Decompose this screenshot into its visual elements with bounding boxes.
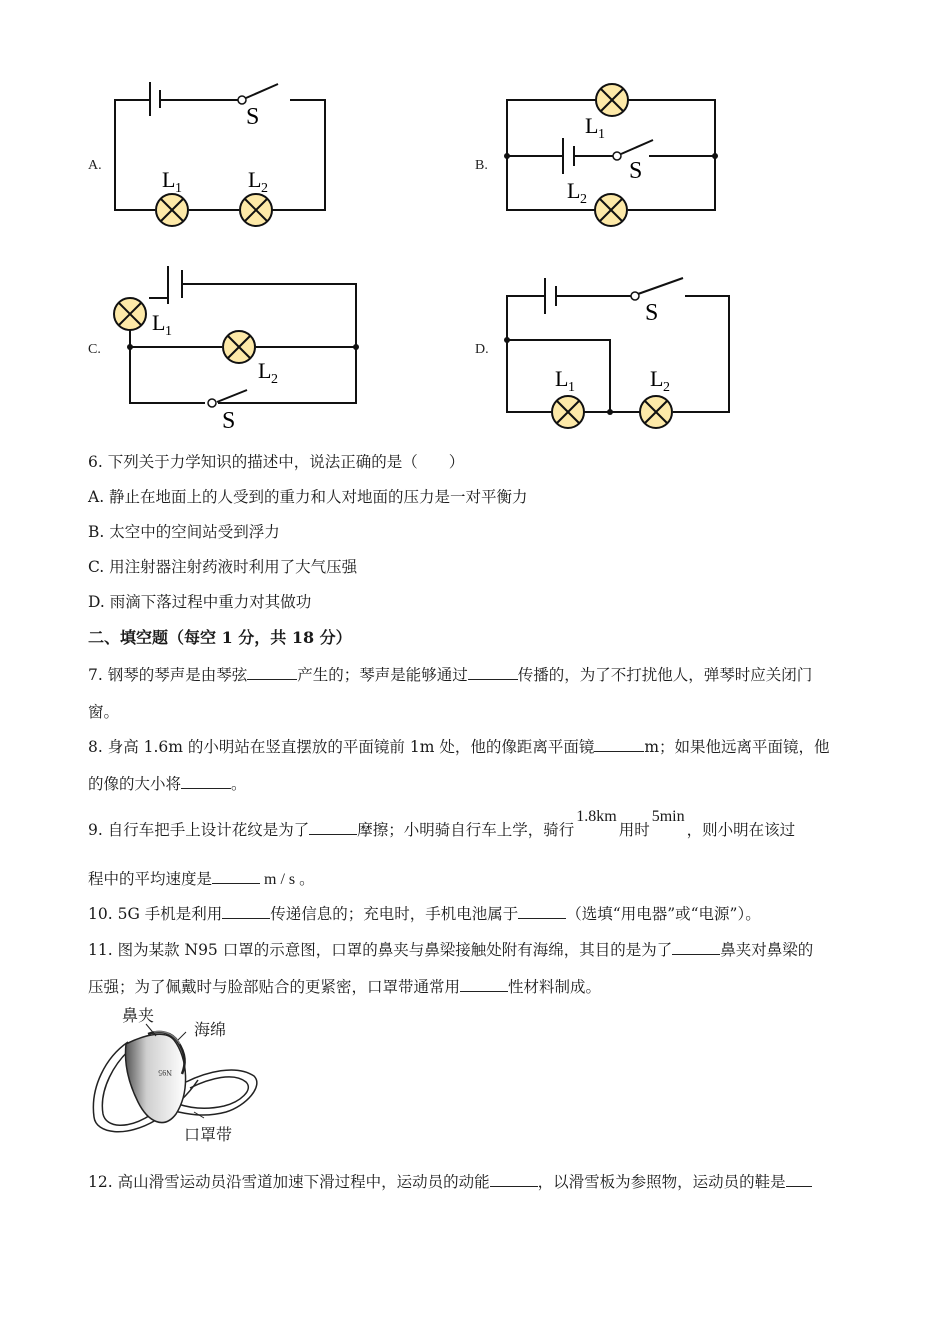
q8-blank-2[interactable] [181, 774, 231, 789]
mask-print: N95 [158, 1068, 172, 1077]
q8-blank-1[interactable] [594, 737, 644, 752]
q12-line: 12. 高山滑雪运动员沿雪道加速下滑过程中，运动员的动能 ，以滑雪板为参照物，运动员的鞋是 [88, 1170, 812, 1192]
lamp1-subscript: 1 [165, 324, 172, 339]
q9-time: 5min [651, 808, 685, 825]
circuit-diagram-b [495, 78, 735, 228]
lamp-l1 [156, 194, 188, 226]
q7-line2: 窗。 [88, 703, 120, 721]
lamp2-subscript: 2 [663, 380, 670, 395]
n95-mask-illustration [86, 1002, 266, 1147]
label-strap: 口罩带 [184, 1125, 233, 1144]
q7-blank-2[interactable] [468, 665, 518, 680]
lamp2-subscript: 2 [261, 181, 268, 196]
option-d-label: D. [475, 342, 489, 357]
lamp1-label: L [585, 113, 599, 138]
q9-blank-2[interactable] [212, 869, 260, 884]
lamp-l2 [223, 331, 255, 363]
q6-option-a: A. 静止在地面上的人受到的重力和人对地面的压力是一对平衡力 [88, 488, 528, 506]
lamp-l2 [640, 396, 672, 428]
circuit-diagram-c [100, 258, 370, 438]
option-a-label: A. [88, 158, 102, 173]
q9-unit: m / s [264, 871, 296, 888]
q8-line1: 8. 身高 1.6m 的小明站在竖直摆放的平面镜前 1m 处，他的像距离平面镜 m；如果他远离平面镜，他 [88, 738, 830, 756]
option-c-label: C. [88, 342, 101, 357]
lamp1-label: L [152, 310, 166, 335]
q11-line1: 11. 图为某款 N95 口罩的示意图，口罩的鼻夹与鼻梁接触处附有海绵，其目的是为了 鼻夹对鼻梁的 [88, 941, 814, 959]
lamp1-label: L [162, 167, 176, 192]
q8-line2: 的像的大小将 。 [88, 775, 247, 793]
q11-line2: 压强；为了佩戴时与脸部贴合的更紧密，口罩带通常用 性材料制成。 [88, 978, 602, 996]
q9-blank-1[interactable] [309, 820, 357, 835]
lamp2-label: L [248, 167, 262, 192]
switch-label: S [629, 158, 643, 184]
lamp1-subscript: 1 [175, 181, 182, 196]
lamp2-label: L [650, 366, 664, 391]
lamp-l1 [114, 298, 146, 330]
q6-option-d: D. 雨滴下落过程中重力对其做功 [88, 593, 312, 611]
lamp2-label: L [258, 358, 272, 383]
q9-distance: 1.8km [576, 808, 617, 825]
lamp2-subscript: 2 [580, 192, 587, 207]
q7-line1: 7. 钢琴的琴声是由琴弦 产生的；琴声是能够通过 传播的，为了不打扰他人，弹琴时应关闭门 [88, 666, 813, 684]
q9-line2: 程中的平均速度是 m / s 。 [88, 870, 315, 888]
q11-blank-2[interactable] [460, 977, 508, 992]
lamp-l2 [595, 194, 627, 226]
lamp1-subscript: 1 [598, 127, 605, 142]
lamp1-subscript: 1 [568, 380, 575, 395]
switch-label: S [645, 300, 659, 326]
lamp-l1 [552, 396, 584, 428]
circuit-diagram-a [100, 70, 340, 230]
lamp-l2 [240, 194, 272, 226]
lamp1-label: L [555, 366, 569, 391]
lamp-l1 [596, 84, 628, 116]
q10-blank-1[interactable] [222, 904, 270, 919]
circuit-diagram-d [495, 268, 745, 438]
q12-blank-1[interactable] [490, 1172, 538, 1187]
q6-stem: 6. 下列关于力学知识的描述中，说法正确的是（ ） [88, 453, 465, 471]
lamp2-label: L [567, 178, 581, 203]
q7-blank-1[interactable] [247, 665, 297, 680]
q9-line1: 9. 自行车把手上设计花纹是为了 摩擦；小明骑自行车上学，骑行1.8km用时5min，则小明在该过 [88, 808, 796, 839]
q11-blank-1[interactable] [672, 940, 720, 955]
q10-blank-2[interactable] [518, 904, 566, 919]
lamp2-subscript: 2 [271, 372, 278, 387]
section-heading: 二、填空题（每空 1 分，共 18 分） [88, 628, 352, 647]
q6-option-b: B. 太空中的空间站受到浮力 [88, 523, 280, 541]
switch-label: S [246, 104, 260, 130]
option-b-label: B. [475, 158, 488, 173]
label-sponge: 海绵 [194, 1020, 227, 1039]
switch-label: S [222, 408, 236, 434]
q12-blank-2[interactable] [786, 1172, 812, 1187]
q10-line: 10. 5G 手机是利用 传递信息的；充电时，手机电池属于 （选填“用电器”或“电源”）。 [88, 905, 761, 923]
label-nose-clip: 鼻夹 [122, 1006, 155, 1025]
q6-option-c: C. 用注射器注射药液时利用了大气压强 [88, 558, 358, 576]
